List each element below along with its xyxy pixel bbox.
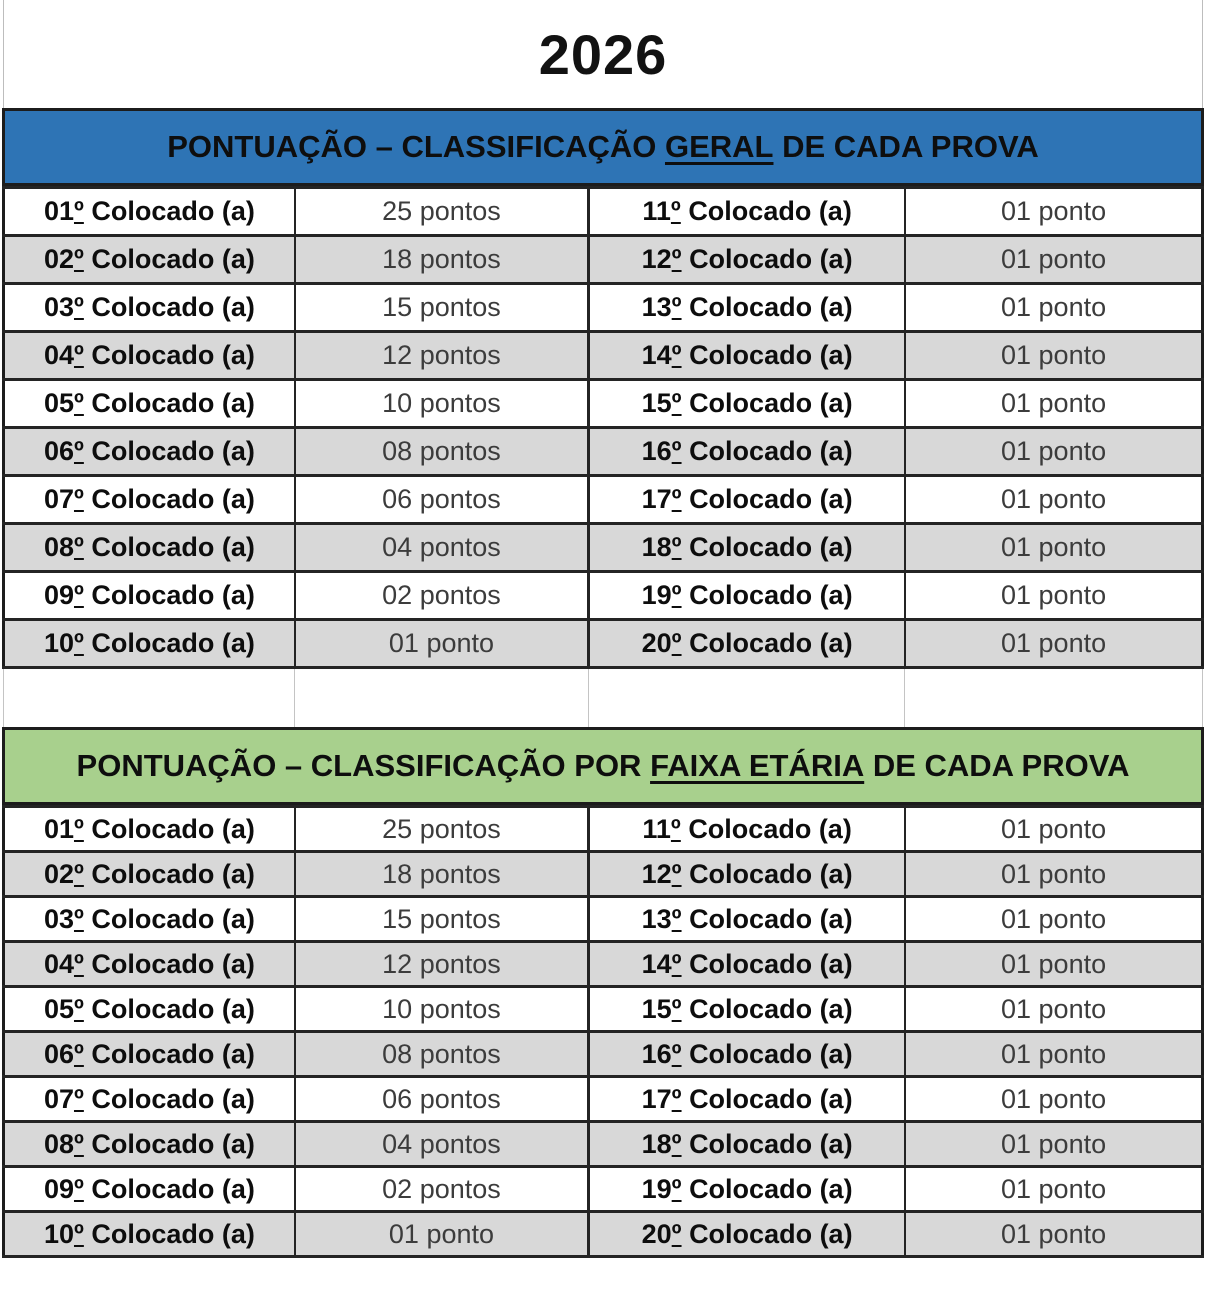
rank-number: 02 <box>43 244 74 274</box>
rank-label: Colocado (a) <box>689 580 853 610</box>
rank-number: 01 <box>43 813 74 844</box>
ordinal-symbol: º <box>73 948 84 979</box>
spacer-cell <box>589 669 905 727</box>
rank-label: Colocado (a) <box>91 196 255 226</box>
table-row <box>4 1077 1203 1122</box>
rank-number: 02 <box>43 858 74 889</box>
ordinal-symbol: º <box>671 244 682 274</box>
ordinal-symbol: º <box>73 1128 84 1159</box>
rank-number: 05 <box>43 993 74 1024</box>
position-cell-left <box>4 807 295 852</box>
spacer-cell <box>295 669 589 727</box>
rank-number: 12 <box>641 244 672 274</box>
points-cell-left: 25 pontos <box>295 188 589 236</box>
table-row <box>4 987 1203 1032</box>
ordinal-symbol: º <box>73 340 84 370</box>
rank-number: 13 <box>641 903 672 934</box>
points-cell-right: 01 ponto <box>905 524 1202 572</box>
rank-label: Colocado (a) <box>688 196 852 226</box>
rank-number: 03 <box>43 292 74 322</box>
header-text-suffix: DE CADA PROVA <box>773 129 1039 164</box>
rank-number: 12 <box>641 858 672 889</box>
points-cell-left: 18 pontos <box>295 236 589 284</box>
position-cell-left <box>4 852 295 897</box>
spacer-row <box>3 669 1203 727</box>
rank-number: 10 <box>43 1218 74 1249</box>
points-cell-right: 01 ponto <box>905 284 1202 332</box>
position-cell-left <box>4 188 295 236</box>
points-cell-left: 02 pontos <box>295 1167 589 1212</box>
position-cell-right <box>589 476 906 524</box>
ordinal-symbol: º <box>73 1083 84 1114</box>
ordinal-symbol: º <box>73 1173 84 1204</box>
spacer-cell <box>4 669 295 727</box>
rank-number: 18 <box>641 532 672 562</box>
rank-number: 08 <box>43 532 74 562</box>
position-cell-right <box>589 852 906 897</box>
ordinal-symbol: º <box>73 813 84 844</box>
position-cell-right <box>589 188 906 236</box>
points-cell-right: 01 ponto <box>905 236 1202 284</box>
ordinal-symbol: º <box>671 484 682 514</box>
position-cell-left <box>4 1032 295 1077</box>
points-cell-right: 01 ponto <box>905 476 1202 524</box>
points-cell-right: 01 ponto <box>905 987 1202 1032</box>
table-row <box>4 1167 1203 1212</box>
table-row <box>4 476 1203 524</box>
rank-number: 15 <box>641 993 672 1024</box>
rank-number: 11 <box>642 813 671 844</box>
points-cell-right: 01 ponto <box>905 380 1202 428</box>
points-cell-left: 04 pontos <box>295 524 589 572</box>
rank-number: 08 <box>43 1128 74 1159</box>
rank-label: Colocado (a) <box>689 1128 853 1159</box>
rank-label: Colocado (a) <box>689 292 853 322</box>
rank-number: 10 <box>43 628 74 658</box>
ordinal-symbol: º <box>671 388 682 418</box>
rank-number: 06 <box>43 1038 74 1069</box>
ordinal-symbol: º <box>671 628 682 658</box>
points-cell-right: 01 ponto <box>905 1167 1202 1212</box>
position-cell-right <box>589 942 906 987</box>
ordinal-symbol: º <box>671 993 682 1024</box>
position-cell-right <box>589 807 906 852</box>
ordinal-symbol: º <box>73 292 84 322</box>
ordinal-symbol: º <box>671 1173 682 1204</box>
position-cell-left <box>4 1122 295 1167</box>
rank-number: 01 <box>43 196 74 226</box>
ordinal-symbol: º <box>73 858 84 889</box>
position-cell-left <box>4 987 295 1032</box>
table-row <box>4 1032 1203 1077</box>
geral-table-header <box>2 108 1204 186</box>
rank-number: 17 <box>641 484 672 514</box>
rank-number: 20 <box>641 1218 672 1249</box>
rank-number: 07 <box>43 484 74 514</box>
table-row <box>4 332 1203 380</box>
points-cell-left: 02 pontos <box>295 572 589 620</box>
rank-number: 04 <box>43 340 74 370</box>
table-row <box>4 428 1203 476</box>
rank-label: Colocado (a) <box>689 484 853 514</box>
ordinal-symbol: º <box>73 436 84 466</box>
rank-label: Colocado (a) <box>91 1038 255 1069</box>
rank-label: Colocado (a) <box>91 1218 255 1249</box>
faixa-etaria-table-body <box>4 807 1203 1257</box>
points-cell-left: 25 pontos <box>295 807 589 852</box>
ordinal-symbol: º <box>73 388 84 418</box>
points-cell-left: 06 pontos <box>295 476 589 524</box>
position-cell-left <box>4 1077 295 1122</box>
rank-label: Colocado (a) <box>91 628 255 658</box>
position-cell-right <box>589 1077 906 1122</box>
ordinal-symbol: º <box>671 903 682 934</box>
table-row <box>4 524 1203 572</box>
rank-number: 19 <box>641 1173 672 1204</box>
position-cell-left <box>4 236 295 284</box>
points-cell-left: 18 pontos <box>295 852 589 897</box>
ordinal-symbol: º <box>671 1218 682 1249</box>
position-cell-right <box>589 1032 906 1077</box>
position-cell-left <box>4 620 295 668</box>
position-cell-left <box>4 476 295 524</box>
position-cell-left <box>4 942 295 987</box>
ordinal-symbol: º <box>670 196 681 226</box>
position-cell-right <box>589 284 906 332</box>
position-cell-right <box>589 1167 906 1212</box>
rank-number: 18 <box>641 1128 672 1159</box>
points-cell-right: 01 ponto <box>905 852 1202 897</box>
points-cell-left: 10 pontos <box>295 987 589 1032</box>
table-row <box>4 284 1203 332</box>
points-cell-right: 01 ponto <box>905 942 1202 987</box>
rank-label: Colocado (a) <box>689 1083 853 1114</box>
ordinal-symbol: º <box>671 858 682 889</box>
ordinal-symbol: º <box>671 1038 682 1069</box>
faixa-etaria-table-header <box>2 727 1204 805</box>
ordinal-symbol: º <box>671 436 682 466</box>
ordinal-symbol: º <box>73 484 84 514</box>
ordinal-symbol: º <box>73 244 84 274</box>
rank-number: 09 <box>43 580 74 610</box>
table-row <box>4 572 1203 620</box>
points-cell-right: 01 ponto <box>905 332 1202 380</box>
points-cell-right: 01 ponto <box>905 572 1202 620</box>
points-cell-left: 15 pontos <box>295 897 589 942</box>
rank-label: Colocado (a) <box>91 580 255 610</box>
points-cell-left: 08 pontos <box>295 1032 589 1077</box>
points-cell-left: 10 pontos <box>295 380 589 428</box>
rank-label: Colocado (a) <box>689 1218 853 1249</box>
points-cell-left: 01 ponto <box>295 620 589 668</box>
position-cell-left <box>4 332 295 380</box>
rank-label: Colocado (a) <box>689 388 853 418</box>
points-cell-right: 01 ponto <box>905 1122 1202 1167</box>
rank-label: Colocado (a) <box>91 813 255 844</box>
table-row <box>4 380 1203 428</box>
rank-number: 17 <box>641 1083 672 1114</box>
table-row <box>4 188 1203 236</box>
position-cell-right <box>589 987 906 1032</box>
table-row <box>4 807 1203 852</box>
header-text-prefix: PONTUAÇÃO – CLASSIFICAÇÃO <box>167 129 665 164</box>
position-cell-left <box>4 284 295 332</box>
ordinal-symbol: º <box>670 813 681 844</box>
rank-label: Colocado (a) <box>91 388 255 418</box>
points-cell-right: 01 ponto <box>905 807 1202 852</box>
rank-number: 14 <box>641 340 672 370</box>
ordinal-symbol: º <box>671 1083 682 1114</box>
table-row <box>4 236 1203 284</box>
points-cell-right: 01 ponto <box>905 1212 1202 1257</box>
rank-label: Colocado (a) <box>689 948 853 979</box>
ordinal-symbol: º <box>73 1218 84 1249</box>
ordinal-symbol: º <box>73 532 84 562</box>
position-cell-right <box>589 524 906 572</box>
rank-number: 09 <box>43 1173 74 1204</box>
geral-table-body <box>4 188 1203 668</box>
points-cell-left: 12 pontos <box>295 332 589 380</box>
rank-number: 19 <box>641 580 672 610</box>
rank-label: Colocado (a) <box>689 628 853 658</box>
ordinal-symbol: º <box>73 628 84 658</box>
rank-number: 15 <box>641 388 672 418</box>
faixa-etaria-points-table <box>2 805 1204 1258</box>
position-cell-left <box>4 897 295 942</box>
ordinal-symbol: º <box>73 580 84 610</box>
header-text-underlined: GERAL <box>664 129 774 164</box>
rank-number: 03 <box>43 903 74 934</box>
position-cell-right <box>589 332 906 380</box>
spacer-cell <box>905 669 1202 727</box>
ordinal-symbol: º <box>671 948 682 979</box>
rank-label: Colocado (a) <box>91 1173 255 1204</box>
rank-number: 14 <box>641 948 672 979</box>
rank-label: Colocado (a) <box>91 484 255 514</box>
rank-number: 20 <box>641 628 672 658</box>
table-row <box>4 897 1203 942</box>
points-cell-left: 12 pontos <box>295 942 589 987</box>
table-row <box>4 942 1203 987</box>
position-cell-left <box>4 524 295 572</box>
table-row <box>4 620 1203 668</box>
position-cell-left <box>4 1212 295 1257</box>
position-cell-left <box>4 1167 295 1212</box>
rank-label: Colocado (a) <box>689 532 853 562</box>
table-row <box>4 1122 1203 1167</box>
ordinal-symbol: º <box>671 292 682 322</box>
ordinal-symbol: º <box>671 1128 682 1159</box>
rank-label: Colocado (a) <box>689 1038 853 1069</box>
rank-number: 05 <box>43 388 74 418</box>
position-cell-right <box>589 236 906 284</box>
position-cell-left <box>4 428 295 476</box>
position-cell-right <box>589 620 906 668</box>
rank-label: Colocado (a) <box>91 532 255 562</box>
geral-points-table <box>2 186 1204 669</box>
rank-label: Colocado (a) <box>91 436 255 466</box>
rank-label: Colocado (a) <box>91 903 255 934</box>
rank-number: 04 <box>43 948 74 979</box>
rank-label: Colocado (a) <box>689 244 853 274</box>
rank-number: 13 <box>641 292 672 322</box>
header-text-suffix: DE CADA PROVA <box>864 748 1130 783</box>
points-cell-right: 01 ponto <box>905 428 1202 476</box>
points-cell-right: 01 ponto <box>905 188 1202 236</box>
points-cell-right: 01 ponto <box>905 1032 1202 1077</box>
points-cell-left: 06 pontos <box>295 1077 589 1122</box>
rank-number: 06 <box>43 436 74 466</box>
ordinal-symbol: º <box>73 1038 84 1069</box>
ordinal-symbol: º <box>73 903 84 934</box>
rank-label: Colocado (a) <box>91 292 255 322</box>
ordinal-symbol: º <box>671 532 682 562</box>
rank-label: Colocado (a) <box>688 813 852 844</box>
points-cell-left: 15 pontos <box>295 284 589 332</box>
rank-label: Colocado (a) <box>91 948 255 979</box>
year-title-block <box>3 0 1203 108</box>
table-row <box>4 852 1203 897</box>
position-cell-right <box>589 1212 906 1257</box>
rank-label: Colocado (a) <box>91 858 255 889</box>
page-title: 2026 <box>538 22 668 86</box>
rank-number: 07 <box>43 1083 74 1114</box>
position-cell-right <box>589 428 906 476</box>
rank-label: Colocado (a) <box>689 903 853 934</box>
position-cell-left <box>4 380 295 428</box>
ordinal-symbol: º <box>671 340 682 370</box>
rank-label: Colocado (a) <box>91 244 255 274</box>
position-cell-right <box>589 572 906 620</box>
header-text-underlined: FAIXA ETÁRIA <box>650 748 865 783</box>
points-cell-right: 01 ponto <box>905 897 1202 942</box>
position-cell-left <box>4 572 295 620</box>
ordinal-symbol: º <box>73 196 84 226</box>
rank-number: 11 <box>642 196 671 226</box>
points-cell-left: 08 pontos <box>295 428 589 476</box>
points-cell-left: 01 ponto <box>295 1212 589 1257</box>
rank-label: Colocado (a) <box>689 858 853 889</box>
header-text-prefix: PONTUAÇÃO – CLASSIFICAÇÃO POR <box>76 748 651 783</box>
rank-number: 16 <box>641 436 672 466</box>
position-cell-right <box>589 1122 906 1167</box>
points-cell-right: 01 ponto <box>905 1077 1202 1122</box>
position-cell-right <box>589 897 906 942</box>
rank-label: Colocado (a) <box>689 340 853 370</box>
rank-label: Colocado (a) <box>91 340 255 370</box>
position-cell-right <box>589 380 906 428</box>
rank-number: 16 <box>641 1038 672 1069</box>
rank-label: Colocado (a) <box>689 436 853 466</box>
points-cell-left: 04 pontos <box>295 1122 589 1167</box>
rank-label: Colocado (a) <box>91 993 255 1024</box>
rank-label: Colocado (a) <box>689 993 853 1024</box>
ordinal-symbol: º <box>73 993 84 1024</box>
rank-label: Colocado (a) <box>91 1128 255 1159</box>
table-row <box>4 1212 1203 1257</box>
rank-label: Colocado (a) <box>91 1083 255 1114</box>
ordinal-symbol: º <box>671 580 682 610</box>
points-cell-right: 01 ponto <box>905 620 1202 668</box>
rank-label: Colocado (a) <box>689 1173 853 1204</box>
